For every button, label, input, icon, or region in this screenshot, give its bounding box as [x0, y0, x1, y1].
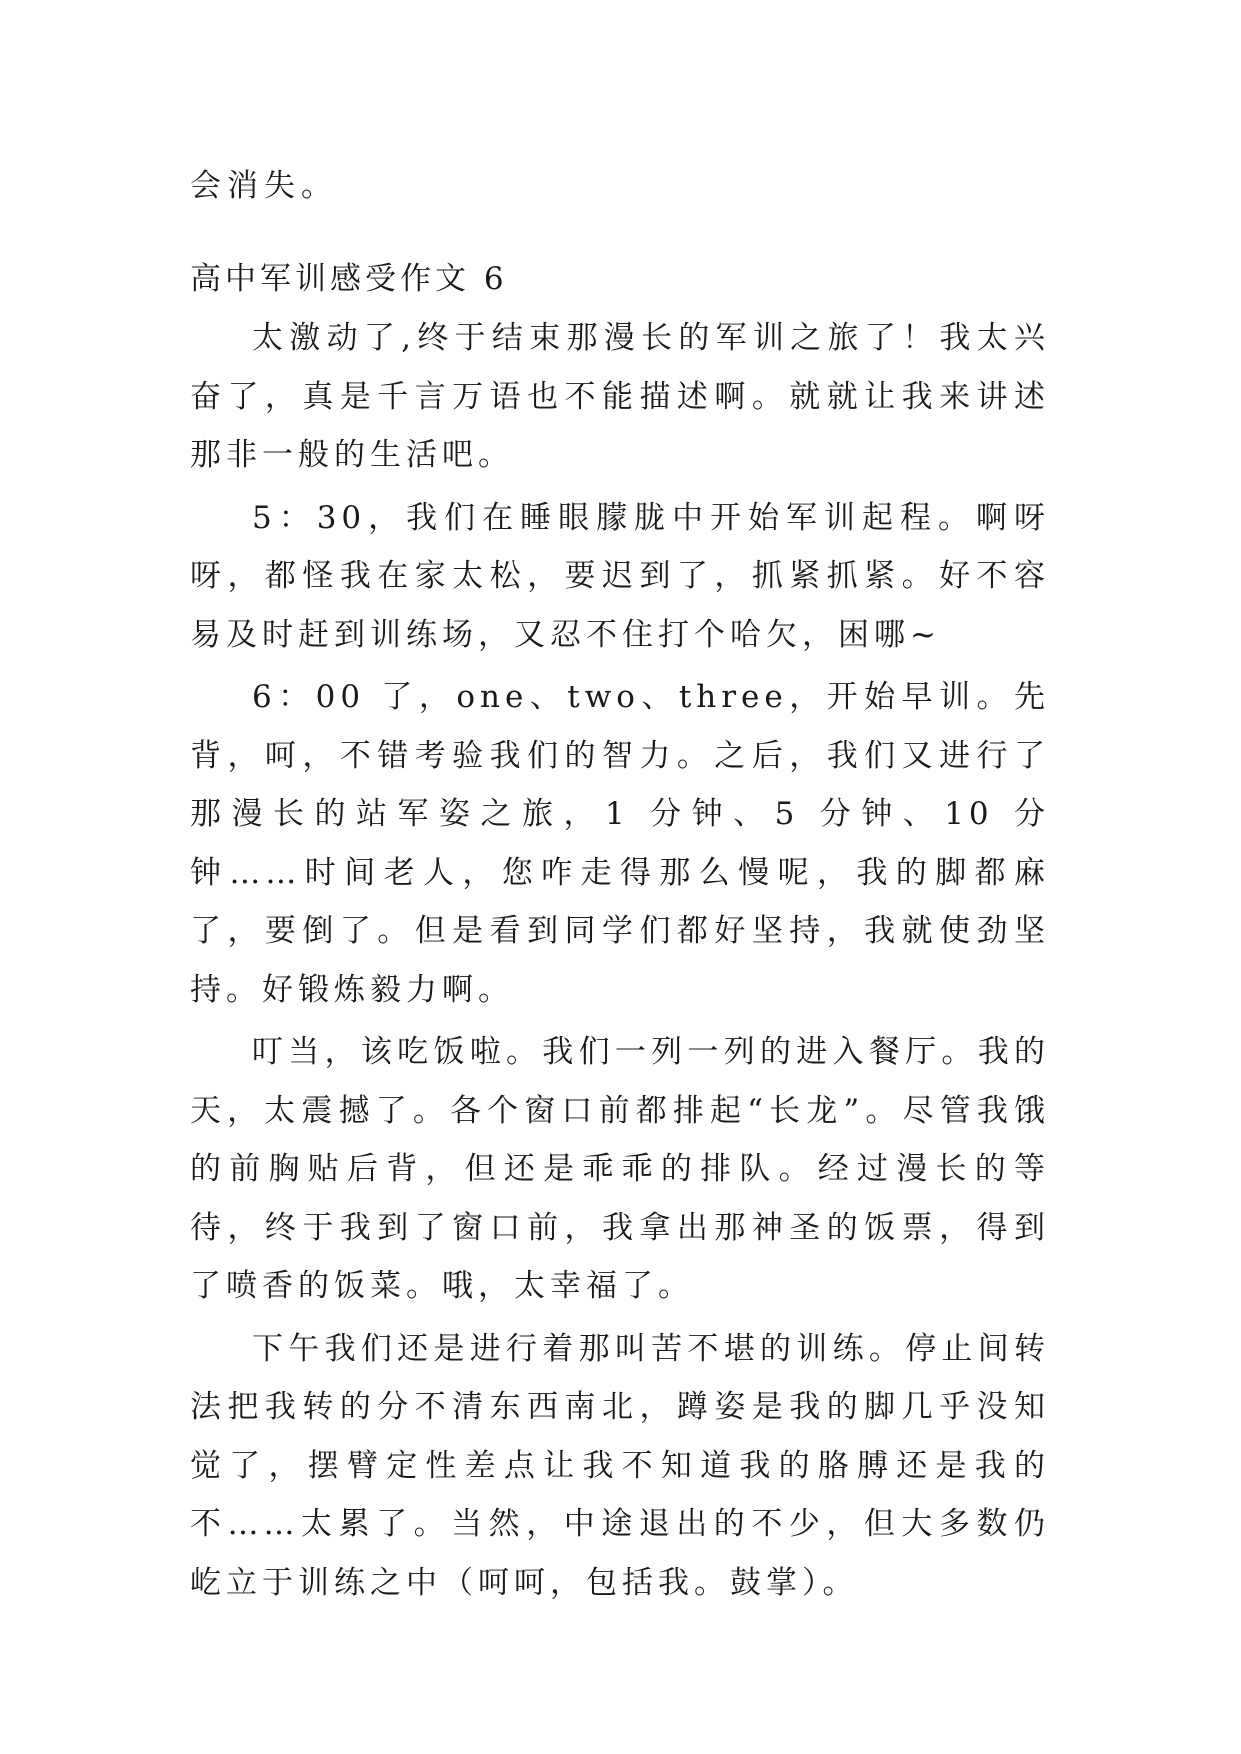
paragraph: 下午我们还是进行着那叫苦不堪的训练。停止间转法把我转的分不清东西南北，蹲姿是我的脚几乎没知觉了，摆臂定性差点让我不知道我的胳膊还是我的不……太累了。当然，中途退出的不少，但大多数仍屹立于训练之中（呵呵，包括我。鼓掌）。: [190, 1330, 1050, 1601]
paragraph: 5：30，我们在睡眼朦胧中开始军训起程。啊呀呀，都怪我在家太松，要迟到了，抓紧抓紧。好不容易及时赶到训练场，又忍不住打个哈欠，困哪~: [190, 499, 1050, 653]
paragraph: 太激动了,终于结束那漫长的军训之旅了！我太兴奋了，真是千言万语也不能描述啊。就就让我来讲述那非一般的生活吧。: [190, 320, 1050, 473]
continuation-text: 会消失。: [190, 168, 338, 204]
essay-body: [190, 309, 1050, 1616]
paragraph: 叮当，该吃饭啦。我们一列一列的进入餐厅。我的天，太震撼了。各个窗口前都排起“长龙”。尽管我饿的前胸贴后背，但还是乖乖的排队。经过漫长的等待，终于我到了窗口前，我拿出那神圣的饭票，得到了喷香的饭菜。哦，太幸福了。: [190, 1034, 1050, 1304]
essay-heading: 高中军训感受作文 6: [190, 261, 508, 297]
paragraph: 6：00 了，one、two、three，开始早训。先背，呵，不错考验我们的智力。之后，我们又进行了那漫长的站军姿之旅，1 分钟、5 分钟、10 分钟……时间老人，您咋走得那么慢呢，我的脚都麻了，要倒了。但是看到同学们都好坚持，我就使劲坚持。好锻炼毅力啊。: [190, 679, 1050, 1008]
